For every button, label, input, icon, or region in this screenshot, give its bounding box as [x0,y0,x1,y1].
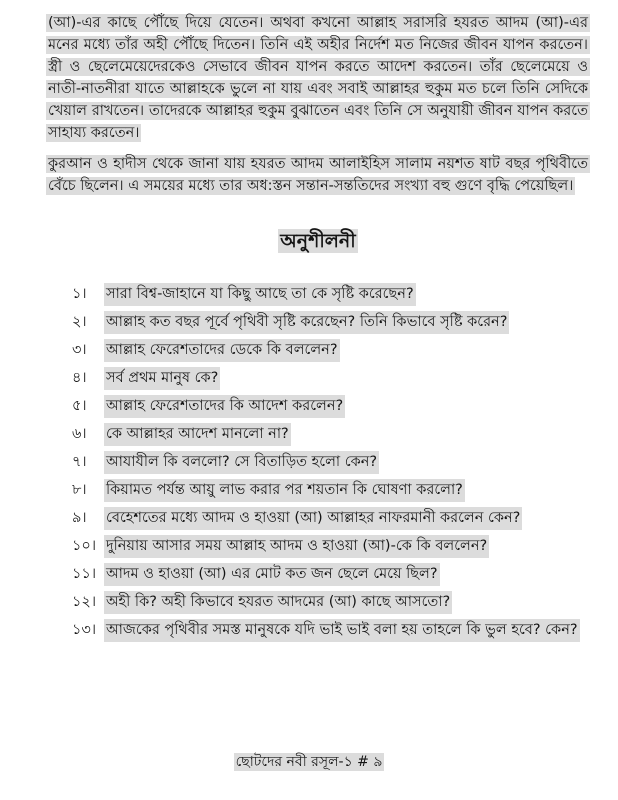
question-number: ২। [72,314,87,330]
question-number: ১৩। [72,622,97,638]
question-number: ১১। [72,566,97,582]
question-number: ৭। [72,454,87,470]
list-item [46,507,590,530]
list-item [46,563,590,586]
question-text: সারা বিশ্ব-জাহানে যা কিছু আছে তা কে সৃষ্টি করেছেন? [104,283,416,306]
paragraph-2 [46,153,590,197]
list-item [46,367,590,390]
list-item [46,479,590,502]
section-heading [46,227,590,259]
question-text: কিয়ামত পর্যন্ত আয়ু লাভ করার পর শয়তান কি ঘোষণা করলো? [104,479,465,502]
question-text: আল্লাহ ফেরেশতাদের ডেকে কি বললেন? [104,339,340,362]
list-item [46,311,590,334]
question-text: দুনিয়ায় আসার সময় আল্লাহ আদম ও হাওয়া (আ)-কে কি বললেন? [104,535,489,558]
question-number: ৫। [72,398,87,414]
question-text: আযাযীল কি বললো? সে বিতাড়িত হলো কেন? [104,451,379,474]
question-number: ৯। [72,510,87,526]
question-number: ১। [72,286,87,302]
question-text: আল্লাহ কত বছর পূর্বে পৃথিবী সৃষ্টি করেছেন? তিনি কিভাবে সৃষ্টি করেন? [104,311,509,334]
question-number: ৪। [72,370,87,386]
question-number: ১২। [72,594,97,610]
list-item [46,591,590,614]
question-text: আদম ও হাওয়া (আ) এর মোট কত জন ছেলে মেয়ে ছিল? [104,563,440,586]
list-item [46,451,590,474]
question-text: আজকের পৃথিবীর সমস্ত মানুষকে যদি ভাই ভাই বলা হয় তাহলে কি ভুল হবে? কেন? [104,619,580,642]
section-heading-text: অনুশীলনী [280,230,356,252]
paragraph-1 [46,12,590,144]
page-footer [0,750,618,774]
paragraph-2-text: কুরআন ও হাদীস থেকে জানা যায় হযরত আদম আলাইহিস সালাম নয়শত ষাট বছর পৃথিবীতে বেঁচে ছিলেন। এ সময়ের মধ্যে তার অধ:স্তন সন্তান-সন্ততিদের সংখ্যা বহু গুণে বৃদ্ধি পেয়েছিল। [48,156,588,194]
list-item [46,423,590,446]
question-number: ৩। [72,342,87,358]
question-text: সর্ব প্রথম মানুষ কে? [104,367,220,390]
question-number: ১০। [72,538,97,554]
question-text: আল্লাহ ফেরেশতাদের কি আদেশ করলেন? [104,395,345,418]
list-item [46,283,590,306]
question-number: ৮। [72,482,87,498]
page-footer-text: ছোটদের নবী রসূল-১ # ৯ [235,754,383,770]
question-text: বেহেশতের মধ্যে আদম ও হাওয়া (আ) আল্লাহর নাফরমানী করলেন কেন? [104,507,522,530]
question-text: কে আল্লাহর আদেশ মানলো না? [104,423,291,446]
question-list [46,283,590,642]
question-number: ৬। [72,426,87,442]
list-item [46,339,590,362]
question-text: অহী কি? অহী কিভাবে হযরত আদমের (আ) কাছে আসতো? [104,591,452,614]
list-item [46,395,590,418]
list-item [46,619,590,642]
list-item [46,535,590,558]
paragraph-1-text: (আ)-এর কাছে পৌঁছে দিয়ে যেতেন। অথবা কখনো আল্লাহ সরাসরি হযরত আদম (আ)-এর মনের মধ্যে তাঁর অহী পৌঁছে দিতেন। তিনি এই অহীর নির্দেশ মত নিজের জীবন যাপন করতেন। স্ত্রী ও ছেলেমেয়েদেরকেও সেভাবে জীবন যাপন করতে আদেশ করতেন। তাঁর ছেলেমেয়ে ও নাতী-নাতনীরা যাতে আল্লাহকে ভুলে না যায় এবং সবাই আল্লাহর হুকুম মত চলে তিনি সেদিকে খেয়াল রাখতেন। তাদেরকে আল্লাহর হুকুম বুঝাতেন এবং তিনি সে অনুযায়ী জীবন যাপন করতে সাহায্য করতেন। [48,15,588,141]
